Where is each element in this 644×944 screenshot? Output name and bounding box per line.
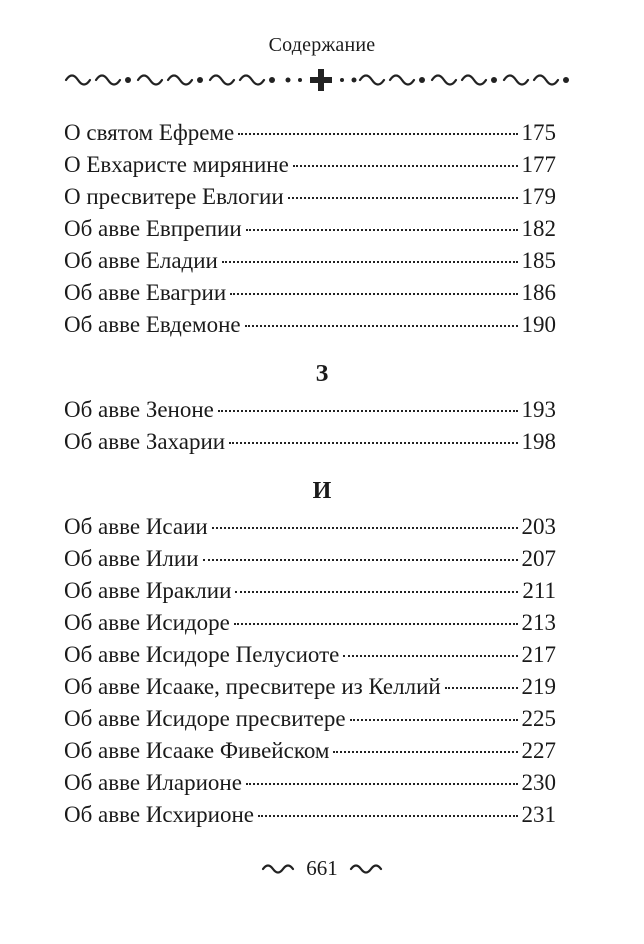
toc-entry bbox=[64, 671, 556, 703]
toc-entry bbox=[64, 767, 556, 799]
decorative-ornament-divider-icon bbox=[60, 66, 582, 94]
dot-leader bbox=[229, 442, 517, 444]
toc-entry-page: 177 bbox=[521, 152, 556, 177]
dot-leader bbox=[343, 655, 517, 657]
toc-entry bbox=[64, 277, 556, 309]
dot-leader bbox=[222, 261, 518, 263]
toc-entry-title: О пресвитере Евлогии bbox=[64, 184, 284, 209]
dot-leader bbox=[212, 527, 518, 529]
toc-entry-title: Об авве Исаии bbox=[64, 514, 208, 539]
toc-entry bbox=[64, 149, 556, 181]
toc-entry-title: Об авве Илии bbox=[64, 546, 199, 571]
toc-entry-page: 175 bbox=[521, 120, 556, 145]
toc-entry bbox=[64, 639, 556, 671]
dot-leader bbox=[293, 165, 518, 167]
toc-entry-title: Об авве Исааке, пресвитере из Келлий bbox=[64, 674, 441, 699]
toc-entry bbox=[64, 117, 556, 149]
right-scroll-ornament-icon bbox=[348, 861, 384, 877]
toc-entry bbox=[64, 213, 556, 245]
toc-entry-page: 227 bbox=[521, 738, 556, 763]
dot-leader bbox=[288, 197, 518, 199]
toc-entry-page: 207 bbox=[521, 546, 556, 571]
toc-entry bbox=[64, 703, 556, 735]
page-footer bbox=[0, 856, 644, 881]
dot-leader bbox=[246, 229, 518, 231]
toc-entry bbox=[64, 181, 556, 213]
toc-entry-page: 186 bbox=[521, 280, 556, 305]
toc-entry bbox=[64, 426, 556, 458]
dot-leader bbox=[235, 591, 518, 593]
toc-section-z bbox=[64, 394, 556, 458]
dot-leader bbox=[230, 293, 517, 295]
dot-leader bbox=[333, 751, 517, 753]
toc-entry-page: 231 bbox=[521, 802, 556, 827]
dot-leader bbox=[238, 133, 517, 135]
toc-entry bbox=[64, 394, 556, 426]
toc-entry-title: Об авве Исидоре bbox=[64, 610, 230, 635]
toc-entry bbox=[64, 245, 556, 277]
toc-entry-title: Об авве Еладии bbox=[64, 248, 218, 273]
toc-entry-page: 211 bbox=[522, 578, 556, 603]
toc-entry-title: Об авве Евдемоне bbox=[64, 312, 241, 337]
dot-leader bbox=[203, 559, 518, 561]
toc-entry-page: 217 bbox=[521, 642, 556, 667]
toc-section-e bbox=[64, 117, 556, 341]
toc-entry-title: Об авве Евпрепии bbox=[64, 216, 242, 241]
toc-entry bbox=[64, 735, 556, 767]
toc-entry-page: 198 bbox=[521, 429, 556, 454]
toc-entry-title: Об авве Ираклии bbox=[64, 578, 232, 603]
toc-entry-page: 182 bbox=[521, 216, 556, 241]
toc-entry bbox=[64, 543, 556, 575]
section-letter-z: З bbox=[315, 361, 329, 387]
left-scroll-ornament-icon bbox=[260, 861, 296, 877]
toc-entry bbox=[64, 607, 556, 639]
toc-entry-title: Об авве Захарии bbox=[64, 429, 226, 454]
toc-entry-page: 193 bbox=[521, 397, 556, 422]
page-number: 661 bbox=[306, 856, 338, 880]
dot-leader bbox=[258, 815, 518, 817]
section-letter-i: И bbox=[312, 478, 332, 504]
toc-entry-page: 185 bbox=[521, 248, 556, 273]
toc-entry-title: Об авве Евагрии bbox=[64, 280, 227, 305]
dot-leader bbox=[350, 719, 518, 721]
toc-entry-title: Об авве Исидоре пресвитере bbox=[64, 706, 346, 731]
dot-leader bbox=[218, 410, 518, 412]
toc-entry bbox=[64, 799, 556, 831]
toc-entry bbox=[64, 511, 556, 543]
toc-entry-page: 190 bbox=[521, 312, 556, 337]
toc-entry-title: О Евхаристе мирянине bbox=[64, 152, 289, 177]
dot-leader bbox=[246, 783, 518, 785]
dot-leader bbox=[234, 623, 518, 625]
toc-entry-page: 225 bbox=[521, 706, 556, 731]
toc-entry-page: 179 bbox=[521, 184, 556, 209]
toc-entry bbox=[64, 575, 556, 607]
toc-entry-title: Об авве Исидоре Пелусиоте bbox=[64, 642, 340, 667]
toc-entry bbox=[64, 309, 556, 341]
toc-entry-title: Об авве Исхирионе bbox=[64, 802, 254, 827]
dot-leader bbox=[245, 325, 518, 327]
dot-leader bbox=[445, 687, 518, 689]
toc-section-i bbox=[64, 511, 556, 831]
toc-entry-title: О святом Ефреме bbox=[64, 120, 235, 145]
toc-entry-title: Об авве Зеноне bbox=[64, 397, 214, 422]
toc-entry-page: 230 bbox=[521, 770, 556, 795]
toc-entry-title: Об авве Исааке Фивейском bbox=[64, 738, 330, 763]
toc-entry-page: 203 bbox=[521, 514, 556, 539]
toc-entry-page: 219 bbox=[521, 674, 556, 699]
toc-entry-page: 213 bbox=[521, 610, 556, 635]
page-header-title: Содержание bbox=[268, 34, 376, 56]
toc-entry-title: Об авве Иларионе bbox=[64, 770, 242, 795]
